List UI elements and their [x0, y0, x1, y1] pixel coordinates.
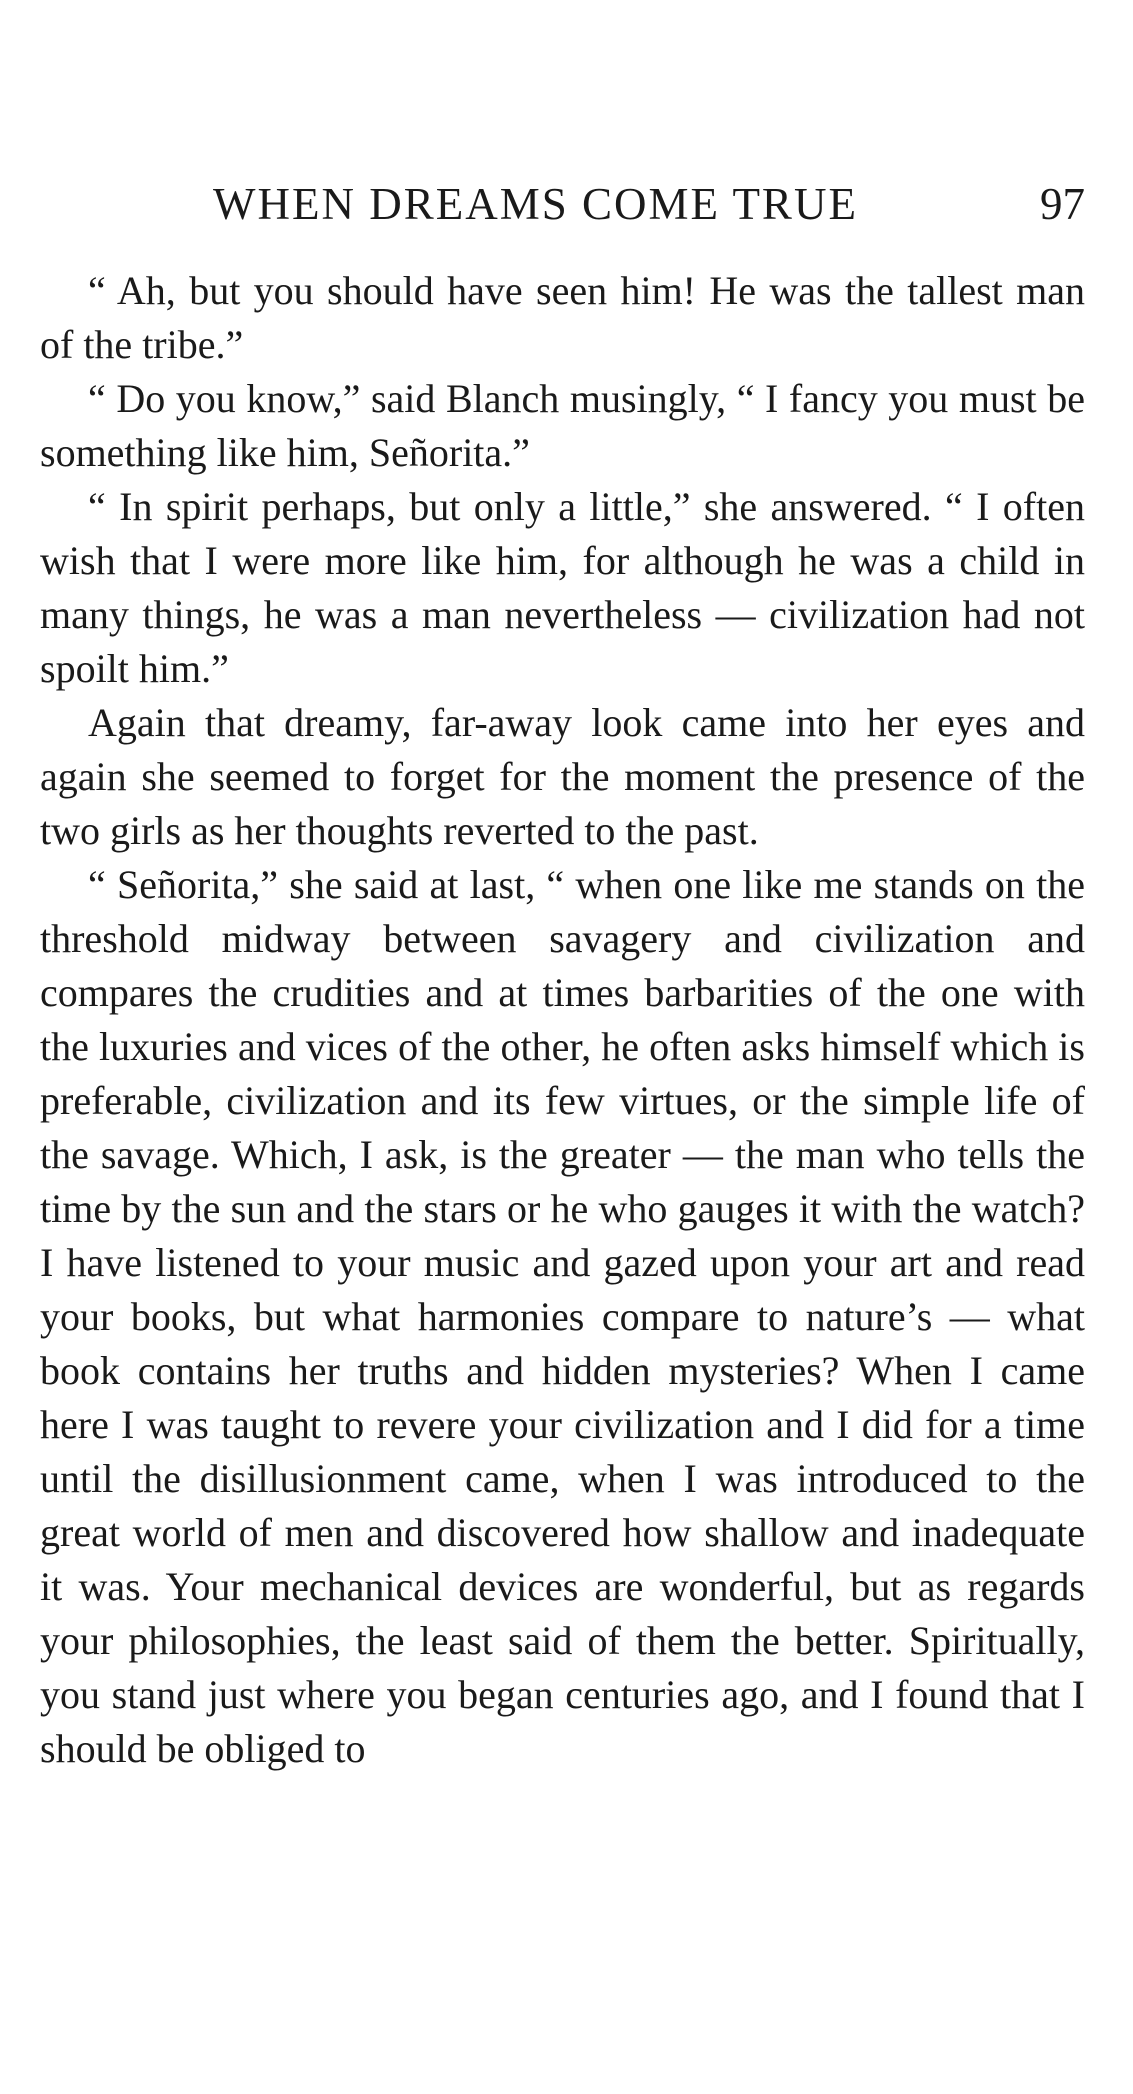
paragraph-4: Again that dreamy, far-away look came into her eyes and again she seemed to forget for the moment the presence of the two girls as her thoughts reverted to the past.	[40, 700, 1085, 853]
page-number: 97	[1040, 179, 1085, 229]
running-title: WHEN DREAMS COME TRUE	[213, 179, 858, 229]
paragraph-3: “ In spirit perhaps, but only a little,” she answered. “ I often wish that I were more like him, for although he was a child in many things, he was a man nevertheless — civilization had not spoilt him.”	[40, 484, 1085, 691]
running-head	[40, 174, 1085, 234]
paragraph-1: “ Ah, but you should have seen him! He was the tallest man of the tribe.”	[40, 268, 1085, 367]
body-text	[40, 264, 1085, 1776]
paragraph-2: “ Do you know,” said Blanch musingly, “ I fancy you must be something like him, Señorita.”	[40, 376, 1085, 475]
paragraph-5: “ Señorita,” she said at last, “ when one like me stands on the threshold midway between savagery and civilization and compares the crudities and at times barbarities of the one with the luxuries and vices of the other, he often asks himself which is preferable, civilization and its few virtues, or the simple life of the savage. Which, I ask, is the greater — the man who tells the time by the sun and the stars or he who gauges it with the watch? I have listened to your music and gazed upon your art and read your books, but what harmonies compare to nature’s — what book contains her truths and hidden mysteries? When I came here I was taught to revere your civilization and I did for a time until the disillusionment came, when I was introduced to the great world of men and discovered how shallow and inadequate it was. Your mechanical devices are wonderful, but as regards your philosophies, the least said of them the better. Spiritually, you stand just where you began centuries ago, and I found that I should be obliged to	[40, 862, 1085, 1771]
